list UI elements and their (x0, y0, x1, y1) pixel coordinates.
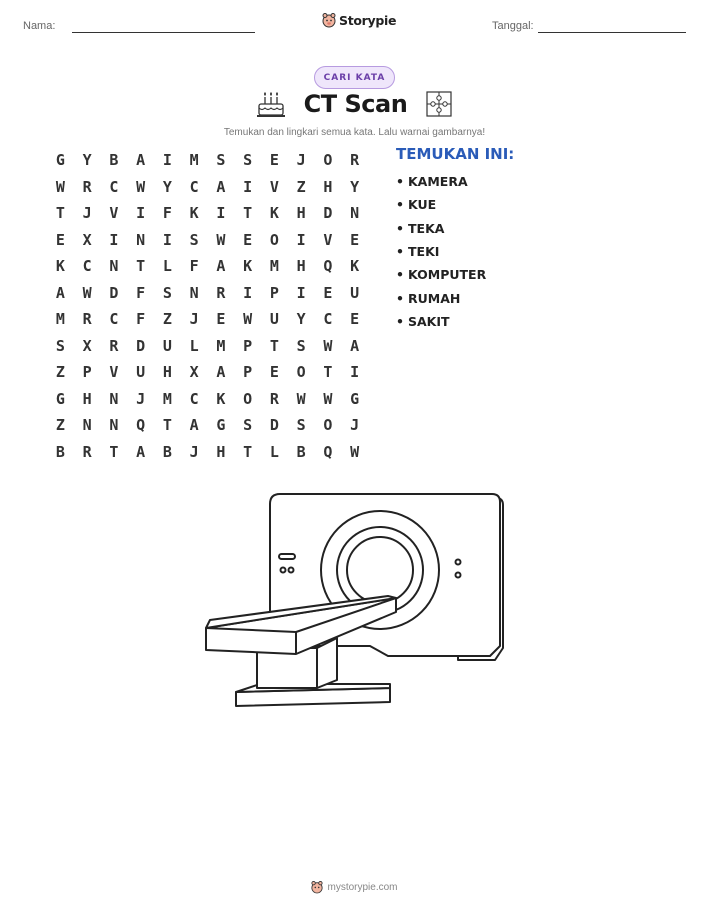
grid-letter[interactable]: A (136, 151, 146, 170)
grid-letter[interactable]: R (269, 389, 279, 408)
grid-letter[interactable]: I (243, 283, 253, 302)
grid-letter[interactable]: Z (162, 310, 172, 329)
grid-letter[interactable]: D (136, 336, 146, 355)
grid-letter[interactable]: V (323, 230, 333, 249)
word-list-item (396, 263, 486, 286)
grid-letter[interactable]: T (323, 363, 333, 382)
grid-letter[interactable]: V (269, 177, 279, 196)
grid-letter[interactable]: C (109, 177, 119, 196)
grid-letter[interactable]: G (55, 151, 65, 170)
grid-letter[interactable]: B (55, 442, 65, 461)
grid-letter[interactable]: S (55, 336, 65, 355)
grid-letter[interactable]: N (109, 416, 119, 435)
grid-letter[interactable]: F (189, 257, 199, 276)
cake-icon (256, 90, 286, 118)
grid-letter[interactable]: P (243, 336, 253, 355)
grid-letter[interactable]: V (109, 363, 119, 382)
brand-logo (322, 12, 396, 28)
word-text: KOMPUTER (408, 267, 487, 283)
grid-letter[interactable]: A (189, 416, 199, 435)
word-text: TEKI (408, 244, 440, 260)
grid-letter[interactable]: D (109, 283, 119, 302)
grid-letter[interactable]: W (216, 230, 226, 249)
grid-letter[interactable]: I (162, 151, 172, 170)
grid-letter[interactable]: W (296, 389, 306, 408)
grid-letter[interactable]: V (109, 204, 119, 223)
grid-letter[interactable]: K (216, 389, 226, 408)
grid-letter[interactable]: X (82, 230, 92, 249)
puzzle-icon (425, 90, 453, 118)
grid-letter[interactable]: W (323, 336, 333, 355)
grid-letter[interactable]: W (82, 283, 92, 302)
grid-letter[interactable]: J (136, 389, 146, 408)
grid-letter[interactable]: M (162, 389, 172, 408)
grid-row (47, 280, 368, 307)
grid-row (47, 174, 368, 201)
grid-letter[interactable]: T (269, 336, 279, 355)
grid-letter[interactable]: C (323, 310, 333, 329)
grid-letter[interactable]: W (350, 442, 360, 461)
grid-row (47, 306, 368, 333)
name-line[interactable] (72, 32, 255, 33)
grid-letter[interactable]: Y (82, 151, 92, 170)
grid-letter[interactable]: W (136, 177, 146, 196)
grid-letter[interactable]: X (189, 363, 199, 382)
grid-letter[interactable]: E (55, 230, 65, 249)
grid-letter[interactable]: O (243, 389, 253, 408)
grid-letter[interactable]: T (55, 204, 65, 223)
grid-letter[interactable]: W (323, 389, 333, 408)
grid-letter[interactable]: N (350, 204, 360, 223)
name-label: Nama: (23, 20, 56, 32)
grid-letter[interactable]: D (269, 416, 279, 435)
grid-letter[interactable]: J (82, 204, 92, 223)
grid-letter[interactable]: U (162, 336, 172, 355)
grid-letter[interactable]: L (189, 336, 199, 355)
grid-letter[interactable]: X (82, 336, 92, 355)
grid-letter[interactable]: K (189, 204, 199, 223)
word-text: RUMAH (408, 290, 461, 306)
grid-letter[interactable]: A (350, 336, 360, 355)
grid-letter[interactable]: K (243, 257, 253, 276)
grid-letter[interactable]: Y (162, 177, 172, 196)
grid-row (47, 227, 368, 254)
grid-row (47, 333, 368, 360)
grid-letter[interactable]: I (350, 363, 360, 382)
grid-letter[interactable]: F (162, 204, 172, 223)
word-list-title: TEMUKAN INI: (396, 145, 515, 163)
grid-letter[interactable]: R (109, 336, 119, 355)
grid-row (47, 412, 368, 439)
grid-letter[interactable]: N (136, 230, 146, 249)
grid-letter[interactable]: A (55, 283, 65, 302)
grid-letter[interactable]: I (243, 177, 253, 196)
grid-letter[interactable]: M (269, 257, 279, 276)
grid-letter[interactable]: Z (296, 177, 306, 196)
grid-letter[interactable]: K (350, 257, 360, 276)
grid-letter[interactable]: S (243, 416, 253, 435)
grid-letter[interactable]: Q (323, 257, 333, 276)
brand-name: Storypie (339, 12, 397, 28)
footer-url[interactable]: mystorypie.com (327, 881, 398, 893)
word-text: KAMERA (408, 174, 468, 190)
grid-letter[interactable]: Q (136, 416, 146, 435)
grid-letter[interactable]: E (269, 363, 279, 382)
grid-letter[interactable]: A (216, 257, 226, 276)
grid-letter[interactable]: I (216, 204, 226, 223)
grid-letter[interactable]: H (162, 363, 172, 382)
grid-letter[interactable]: I (296, 283, 306, 302)
grid-letter[interactable]: P (269, 283, 279, 302)
grid-letter[interactable]: B (296, 442, 306, 461)
bullet: • (396, 244, 404, 260)
grid-letter[interactable]: D (323, 204, 333, 223)
grid-letter[interactable]: B (109, 151, 119, 170)
bullet: • (396, 220, 404, 236)
word-text: SAKIT (408, 313, 450, 329)
grid-letter[interactable]: I (296, 230, 306, 249)
grid-letter[interactable]: E (216, 310, 226, 329)
grid-letter[interactable]: T (136, 257, 146, 276)
grid-letter[interactable]: C (189, 389, 199, 408)
grid-letter[interactable]: W (243, 310, 253, 329)
grid-letter[interactable]: N (109, 389, 119, 408)
grid-letter[interactable]: S (296, 336, 306, 355)
grid-letter[interactable]: S (162, 283, 172, 302)
grid-letter[interactable]: S (216, 151, 226, 170)
grid-letter[interactable]: O (323, 416, 333, 435)
grid-letter[interactable]: B (162, 442, 172, 461)
word-text: TEKA (408, 220, 445, 236)
grid-letter[interactable]: U (136, 363, 146, 382)
grid-letter[interactable]: E (243, 230, 253, 249)
grid-letter[interactable]: R (350, 151, 360, 170)
bullet: • (396, 174, 404, 190)
grid-letter[interactable]: T (109, 442, 119, 461)
grid-letter[interactable]: L (269, 442, 279, 461)
grid-letter[interactable]: H (296, 204, 306, 223)
grid-letter[interactable]: E (269, 151, 279, 170)
grid-row (47, 200, 368, 227)
footer (0, 880, 709, 894)
grid-letter[interactable]: T (162, 416, 172, 435)
grid-letter[interactable]: T (243, 204, 253, 223)
grid-letter[interactable]: Y (296, 310, 306, 329)
grid-letter[interactable]: G (55, 389, 65, 408)
grid-letter[interactable]: I (109, 230, 119, 249)
grid-letter[interactable]: R (216, 283, 226, 302)
grid-letter[interactable]: P (243, 363, 253, 382)
grid-letter[interactable]: G (350, 389, 360, 408)
bullet: • (396, 267, 404, 283)
grid-letter[interactable]: R (82, 177, 92, 196)
word-list-item (396, 240, 486, 263)
grid-letter[interactable]: F (136, 283, 146, 302)
grid-letter[interactable]: N (109, 257, 119, 276)
grid-letter[interactable]: C (109, 310, 119, 329)
grid-letter[interactable]: O (323, 151, 333, 170)
word-list-item (396, 286, 486, 309)
grid-row (47, 439, 368, 466)
grid-row (47, 359, 368, 386)
grid-letter[interactable]: S (243, 151, 253, 170)
grid-letter[interactable]: J (350, 416, 360, 435)
grid-row (47, 253, 368, 280)
grid-letter[interactable]: R (82, 442, 92, 461)
grid-letter[interactable]: H (216, 442, 226, 461)
grid-letter[interactable]: K (269, 204, 279, 223)
grid-letter[interactable]: A (216, 363, 226, 382)
grid-letter[interactable]: O (296, 363, 306, 382)
word-list-item (396, 217, 486, 240)
bullet: • (396, 290, 404, 306)
grid-letter[interactable]: S (189, 230, 199, 249)
grid-letter[interactable]: E (323, 283, 333, 302)
grid-letter[interactable]: J (189, 310, 199, 329)
grid-letter[interactable]: H (296, 257, 306, 276)
grid-letter[interactable]: T (243, 442, 253, 461)
grid-letter[interactable]: F (136, 310, 146, 329)
page-title: CT Scan (303, 90, 408, 118)
instructions: Temukan dan lingkari semua kata. Lalu warnai gambarnya! (223, 127, 486, 138)
word-text: KUE (408, 197, 437, 213)
ct-scanner-illustration (200, 488, 510, 718)
grid-letter[interactable]: R (82, 310, 92, 329)
word-list-item (396, 193, 486, 216)
date-line[interactable] (538, 32, 686, 33)
storypie-mascot-icon (311, 880, 323, 894)
grid-letter[interactable]: U (350, 283, 360, 302)
title-row (0, 90, 709, 118)
date-label: Tanggal: (492, 20, 534, 32)
grid-letter[interactable]: A (136, 442, 146, 461)
grid-letter[interactable]: N (82, 416, 92, 435)
grid-letter[interactable]: W (55, 177, 65, 196)
grid-letter[interactable]: H (323, 177, 333, 196)
grid-letter[interactable]: N (189, 283, 199, 302)
grid-letter[interactable]: G (216, 416, 226, 435)
grid-letter[interactable]: A (216, 177, 226, 196)
grid-letter[interactable]: I (162, 230, 172, 249)
grid-letter[interactable]: Y (350, 177, 360, 196)
grid-row (47, 147, 368, 174)
grid-letter[interactable]: M (216, 336, 226, 355)
grid-letter[interactable]: M (189, 151, 199, 170)
word-list-item (396, 170, 486, 193)
grid-letter[interactable]: I (136, 204, 146, 223)
grid-letter[interactable]: L (162, 257, 172, 276)
grid-letter[interactable]: U (269, 310, 279, 329)
grid-letter[interactable]: Q (323, 442, 333, 461)
grid-letter[interactable]: H (82, 389, 92, 408)
grid-letter[interactable]: S (296, 416, 306, 435)
grid-letter[interactable]: J (296, 151, 306, 170)
grid-letter[interactable]: C (189, 177, 199, 196)
storypie-mascot-icon (322, 12, 336, 28)
grid-letter[interactable]: E (350, 230, 360, 249)
grid-letter[interactable]: K (55, 257, 65, 276)
grid-letter[interactable]: J (189, 442, 199, 461)
word-search-grid[interactable] (47, 147, 368, 465)
grid-letter[interactable]: P (82, 363, 92, 382)
grid-row (47, 386, 368, 413)
grid-letter[interactable]: Z (55, 363, 65, 382)
activity-badge: CARI KATA (314, 66, 395, 89)
grid-letter[interactable]: O (269, 230, 279, 249)
grid-letter[interactable]: C (82, 257, 92, 276)
grid-letter[interactable]: Z (55, 416, 65, 435)
bullet: • (396, 313, 404, 329)
grid-letter[interactable]: M (55, 310, 65, 329)
grid-letter[interactable]: E (350, 310, 360, 329)
word-list (396, 170, 486, 333)
bullet: • (396, 197, 404, 213)
word-list-item (396, 310, 486, 333)
